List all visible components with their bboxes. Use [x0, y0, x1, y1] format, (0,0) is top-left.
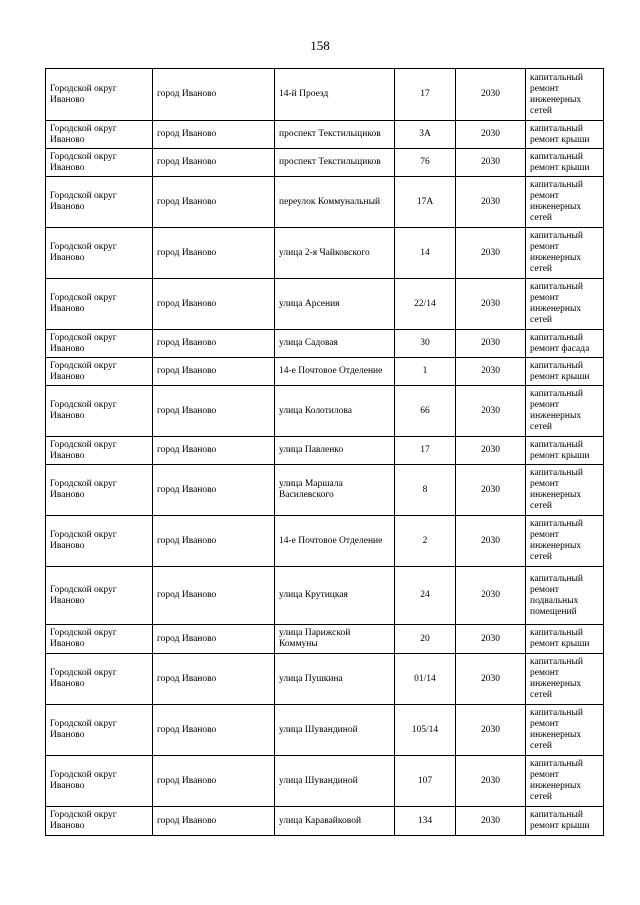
repair-schedule-table — [45, 68, 604, 836]
street-cell: улица Колотилова — [275, 386, 395, 437]
page-number: 158 — [310, 38, 330, 53]
work-type-cell: капитальный ремонт подвальных помещений — [526, 567, 604, 625]
locality-cell: город Иваново — [153, 756, 275, 807]
street-cell: улица Шувандиной — [275, 705, 395, 756]
locality-cell: город Иваново — [153, 654, 275, 705]
table-row — [46, 807, 604, 836]
street-cell: улица Павленко — [275, 437, 395, 465]
year-cell: 2030 — [456, 149, 526, 177]
table-row — [46, 228, 604, 279]
work-type-cell: капитальный ремонт крыши — [526, 807, 604, 836]
work-type-cell: капитальный ремонт крыши — [526, 437, 604, 465]
house-number-cell: 20 — [395, 625, 456, 654]
year-cell: 2030 — [456, 177, 526, 228]
street-cell: улица 2-я Чайковского — [275, 228, 395, 279]
work-type-cell: капитальный ремонт инженерных сетей — [526, 279, 604, 330]
work-type-cell: капитальный ремонт инженерных сетей — [526, 386, 604, 437]
locality-cell: город Иваново — [153, 358, 275, 386]
municipality-cell: Городской округ Иваново — [46, 121, 153, 149]
municipality-cell: Городской округ Иваново — [46, 279, 153, 330]
municipality-cell: Городской округ Иваново — [46, 177, 153, 228]
year-cell: 2030 — [456, 756, 526, 807]
year-cell: 2030 — [456, 807, 526, 836]
work-type-cell: капитальный ремонт инженерных сетей — [526, 756, 604, 807]
year-cell: 2030 — [456, 69, 526, 121]
street-cell: улица Парижской Коммуны — [275, 625, 395, 654]
table-row — [46, 567, 604, 625]
work-type-cell: капитальный ремонт крыши — [526, 625, 604, 654]
street-cell: проспект Текстильщиков — [275, 121, 395, 149]
table-row — [46, 437, 604, 465]
table-row — [46, 358, 604, 386]
municipality-cell: Городской округ Иваново — [46, 330, 153, 358]
street-cell: улица Крутицкая — [275, 567, 395, 625]
house-number-cell: 1 — [395, 358, 456, 386]
year-cell: 2030 — [456, 654, 526, 705]
table-row — [46, 279, 604, 330]
locality-cell: город Иваново — [153, 807, 275, 836]
municipality-cell: Городской округ Иваново — [46, 228, 153, 279]
table-row — [46, 69, 604, 121]
table-row — [46, 121, 604, 149]
locality-cell: город Иваново — [153, 465, 275, 516]
table-row — [46, 386, 604, 437]
house-number-cell: 22/14 — [395, 279, 456, 330]
street-cell: улица Арсения — [275, 279, 395, 330]
municipality-cell: Городской округ Иваново — [46, 625, 153, 654]
house-number-cell: 76 — [395, 149, 456, 177]
year-cell: 2030 — [456, 330, 526, 358]
municipality-cell: Городской округ Иваново — [46, 756, 153, 807]
house-number-cell: 3А — [395, 121, 456, 149]
work-type-cell: капитальный ремонт крыши — [526, 358, 604, 386]
locality-cell: город Иваново — [153, 567, 275, 625]
year-cell: 2030 — [456, 386, 526, 437]
house-number-cell: 2 — [395, 516, 456, 567]
municipality-cell: Городской округ Иваново — [46, 358, 153, 386]
year-cell: 2030 — [456, 228, 526, 279]
work-type-cell: капитальный ремонт инженерных сетей — [526, 177, 604, 228]
locality-cell: город Иваново — [153, 69, 275, 121]
table-row — [46, 756, 604, 807]
house-number-cell: 17 — [395, 437, 456, 465]
municipality-cell: Городской округ Иваново — [46, 516, 153, 567]
street-cell: 14-е Почтовое Отделение — [275, 516, 395, 567]
house-number-cell: 17 — [395, 69, 456, 121]
street-cell: 14-е Почтовое Отделение — [275, 358, 395, 386]
municipality-cell: Городской округ Иваново — [46, 807, 153, 836]
locality-cell: город Иваново — [153, 279, 275, 330]
table-row — [46, 705, 604, 756]
municipality-cell: Городской округ Иваново — [46, 386, 153, 437]
table-row — [46, 654, 604, 705]
municipality-cell: Городской округ Иваново — [46, 149, 153, 177]
work-type-cell: капитальный ремонт фасада — [526, 330, 604, 358]
work-type-cell: капитальный ремонт инженерных сетей — [526, 69, 604, 121]
work-type-cell: капитальный ремонт инженерных сетей — [526, 228, 604, 279]
locality-cell: город Иваново — [153, 705, 275, 756]
table-row — [46, 149, 604, 177]
work-type-cell: капитальный ремонт крыши — [526, 121, 604, 149]
locality-cell: город Иваново — [153, 177, 275, 228]
work-type-cell: капитальный ремонт инженерных сетей — [526, 516, 604, 567]
year-cell: 2030 — [456, 358, 526, 386]
table-body — [46, 69, 604, 836]
locality-cell: город Иваново — [153, 330, 275, 358]
street-cell: 14-й Проезд — [275, 69, 395, 121]
locality-cell: город Иваново — [153, 516, 275, 567]
table-row — [46, 465, 604, 516]
work-type-cell: капитальный ремонт инженерных сетей — [526, 654, 604, 705]
year-cell: 2030 — [456, 465, 526, 516]
municipality-cell: Городской округ Иваново — [46, 69, 153, 121]
municipality-cell: Городской округ Иваново — [46, 567, 153, 625]
municipality-cell: Городской округ Иваново — [46, 465, 153, 516]
year-cell: 2030 — [456, 121, 526, 149]
locality-cell: город Иваново — [153, 149, 275, 177]
year-cell: 2030 — [456, 516, 526, 567]
work-type-cell: капитальный ремонт крыши — [526, 149, 604, 177]
house-number-cell: 14 — [395, 228, 456, 279]
locality-cell: город Иваново — [153, 386, 275, 437]
street-cell: улица Садовая — [275, 330, 395, 358]
municipality-cell: Городской округ Иваново — [46, 437, 153, 465]
street-cell: улица Каравайковой — [275, 807, 395, 836]
year-cell: 2030 — [456, 437, 526, 465]
house-number-cell: 134 — [395, 807, 456, 836]
year-cell: 2030 — [456, 705, 526, 756]
table-row — [46, 625, 604, 654]
house-number-cell: 01/14 — [395, 654, 456, 705]
locality-cell: город Иваново — [153, 228, 275, 279]
house-number-cell: 105/14 — [395, 705, 456, 756]
house-number-cell: 107 — [395, 756, 456, 807]
locality-cell: город Иваново — [153, 121, 275, 149]
year-cell: 2030 — [456, 567, 526, 625]
table-row — [46, 330, 604, 358]
work-type-cell: капитальный ремонт инженерных сетей — [526, 705, 604, 756]
work-type-cell: капитальный ремонт инженерных сетей — [526, 465, 604, 516]
table-row — [46, 177, 604, 228]
municipality-cell: Городской округ Иваново — [46, 654, 153, 705]
street-cell: переулок Коммунальный — [275, 177, 395, 228]
street-cell: улица Шувандиной — [275, 756, 395, 807]
street-cell: улица Маршала Василевского — [275, 465, 395, 516]
locality-cell: город Иваново — [153, 437, 275, 465]
house-number-cell: 8 — [395, 465, 456, 516]
year-cell: 2030 — [456, 279, 526, 330]
house-number-cell: 66 — [395, 386, 456, 437]
house-number-cell: 17А — [395, 177, 456, 228]
municipality-cell: Городской округ Иваново — [46, 705, 153, 756]
street-cell: улица Пушкина — [275, 654, 395, 705]
table-row — [46, 516, 604, 567]
street-cell: проспект Текстильщиков — [275, 149, 395, 177]
locality-cell: город Иваново — [153, 625, 275, 654]
house-number-cell: 30 — [395, 330, 456, 358]
year-cell: 2030 — [456, 625, 526, 654]
house-number-cell: 24 — [395, 567, 456, 625]
